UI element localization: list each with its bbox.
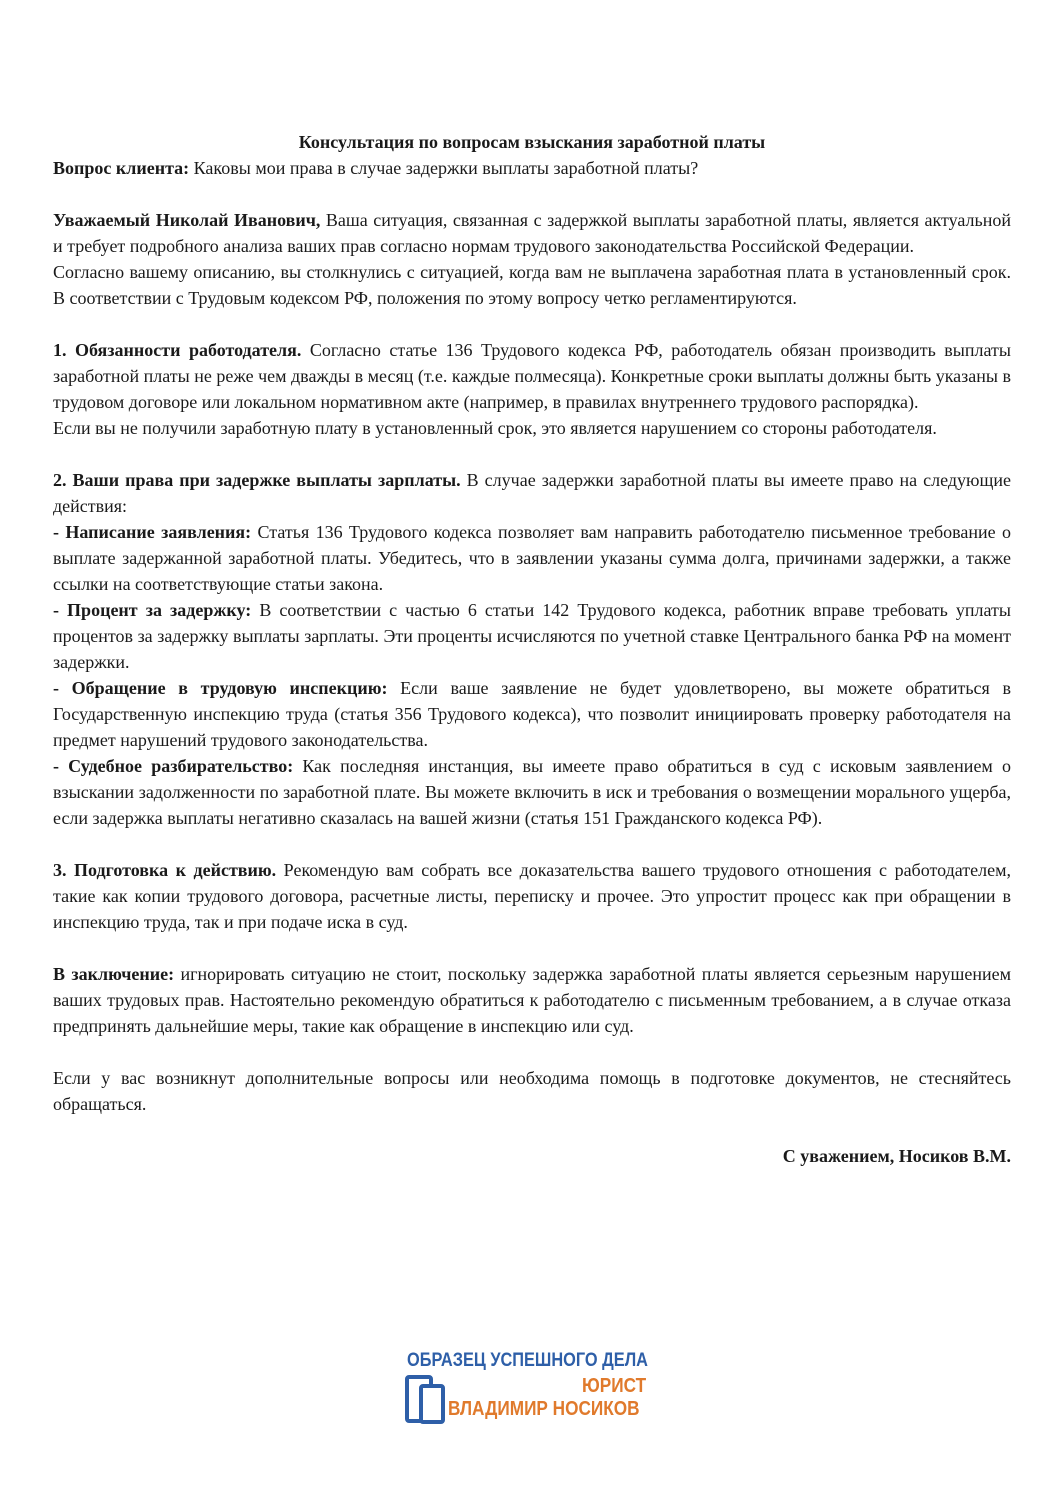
conclusion-text: игнорировать ситуацию не стоит, поскольку задержка заработной платы является серьезным нарушением ваших трудовых прав. Настоятельно рекомендую обратиться к работодателю с письменным требованием, а в случае отказа предпринять дальнейшие меры, такие как обращение в инспекцию или суд. (53, 964, 1011, 1036)
section-1-violation: Если вы не получили заработную плату в установленный срок, это является нарушением со стороны работодателя. (53, 418, 937, 438)
conclusion (53, 961, 1011, 1039)
section-3 (53, 857, 1011, 935)
logo (404, 1350, 664, 1430)
client-question (53, 155, 1011, 181)
logo-line-3: ВЛАДИМИР НОСИКОВ (448, 1398, 640, 1420)
greeting-paragraph (53, 207, 1011, 259)
conclusion-label: В заключение: (53, 964, 175, 984)
section-2-heading: 2. Ваши права при задержке выплаты зарплаты. (53, 470, 461, 490)
consultation-document (53, 130, 1011, 1169)
question-text: Каковы мои права в случае задержки выплаты заработной платы? (189, 158, 699, 178)
greeting-name: Уважаемый Николай Иванович, (53, 210, 321, 230)
bullet-inspection (53, 675, 1011, 753)
section-1 (53, 337, 1011, 415)
bullet-interest-label: - Процент за задержку: (53, 600, 252, 620)
section-1-heading: 1. Обязанности работодателя. (53, 340, 302, 360)
situation-paragraph: Согласно вашему описанию, вы столкнулись с ситуацией, когда вам не выплачена заработная плата в установленный срок. В соответствии с Трудовым кодексом РФ, положения по этому вопросу четко регламентируются. (53, 262, 1011, 308)
logo-line-2: ЮРИСТ (582, 1375, 647, 1397)
closing-paragraph: Если у вас возникнут дополнительные вопросы или необходима помощь в подготовке документов, не стесняйтесь обращаться. (53, 1068, 1011, 1114)
section-3-text: Рекомендую вам собрать все доказательства вашего трудового отношения с работодателем, такие как копии трудового договора, расчетные листы, переписку и прочее. Это упростит процесс как при обращении в инспекцию труда, так и при подаче иска в суд. (53, 860, 1011, 932)
document-icon (404, 1374, 448, 1426)
section-3-heading: 3. Подготовка к действию. (53, 860, 277, 880)
section-2 (53, 467, 1011, 519)
bullet-statement (53, 519, 1011, 597)
bullet-court-label: - Судебное разбирательство: (53, 756, 294, 776)
bullet-statement-text: Статья 136 Трудового кодекса позволяет вам направить работодателю письменное требование о выплате задержанной заработной платы. Убедитесь, что в заявлении указаны сумма долга, причинами задержки, а также ссылки на соответствующие статьи закона. (53, 522, 1011, 594)
greeting-text: Ваша ситуация, связанная с задержкой выплаты заработной платы, является актуальной и требует подробного анализа ваших прав согласно нормам трудового законодательства Российской Федерации. (53, 210, 1012, 256)
bullet-statement-label: - Написание заявления: (53, 522, 252, 542)
question-label: Вопрос клиента: (53, 158, 190, 178)
section-1-text: Согласно статье 136 Трудового кодекса РФ, работодатель обязан производить выплаты заработной платы не реже чем дважды в месяц (т.е. каждые полмесяца). Конкретные сроки выплаты должны быть указаны в трудовом договоре или локальном нормативном акте (например, в правилах внутреннего трудового распорядка). (53, 340, 1011, 412)
bullet-inspection-text: Если ваше заявление не будет удовлетворено, вы можете обратиться в Государственную инспекцию труда (статья 356 Трудового кодекса), что позволит инициировать проверку работодателя на предмет нарушений трудового законодательства. (53, 678, 1011, 750)
logo-line-1: ОБРАЗЕЦ УСПЕШНОГО ДЕЛА (407, 1350, 648, 1371)
bullet-interest (53, 597, 1011, 675)
bullet-inspection-label: - Обращение в трудовую инспекцию: (53, 678, 388, 698)
section-2-text: В случае задержки заработной платы вы имеете право на следующие действия: (53, 470, 1011, 516)
document-title: Консультация по вопросам взыскания заработной платы (298, 132, 766, 152)
bullet-court (53, 753, 1011, 831)
bullet-court-text: Как последняя инстанция, вы имеете право обратиться в суд с исковым заявлением о взыскании задолженности по заработной плате. Вы можете включить в иск и требования о возмещении морального ущерба, если задержка выплаты негативно сказалась на вашей жизни (статья 151 Гражданского кодекса РФ). (53, 756, 1011, 828)
signature: С уважением, Носиков В.М. (782, 1146, 1011, 1166)
bullet-interest-text: В соответствии с частью 6 статьи 142 Трудового кодекса, работник вправе требовать уплаты процентов за задержку выплаты зарплаты. Эти проценты исчисляются по учетной ставке Центрального банка РФ на момент задержки. (53, 600, 1011, 672)
